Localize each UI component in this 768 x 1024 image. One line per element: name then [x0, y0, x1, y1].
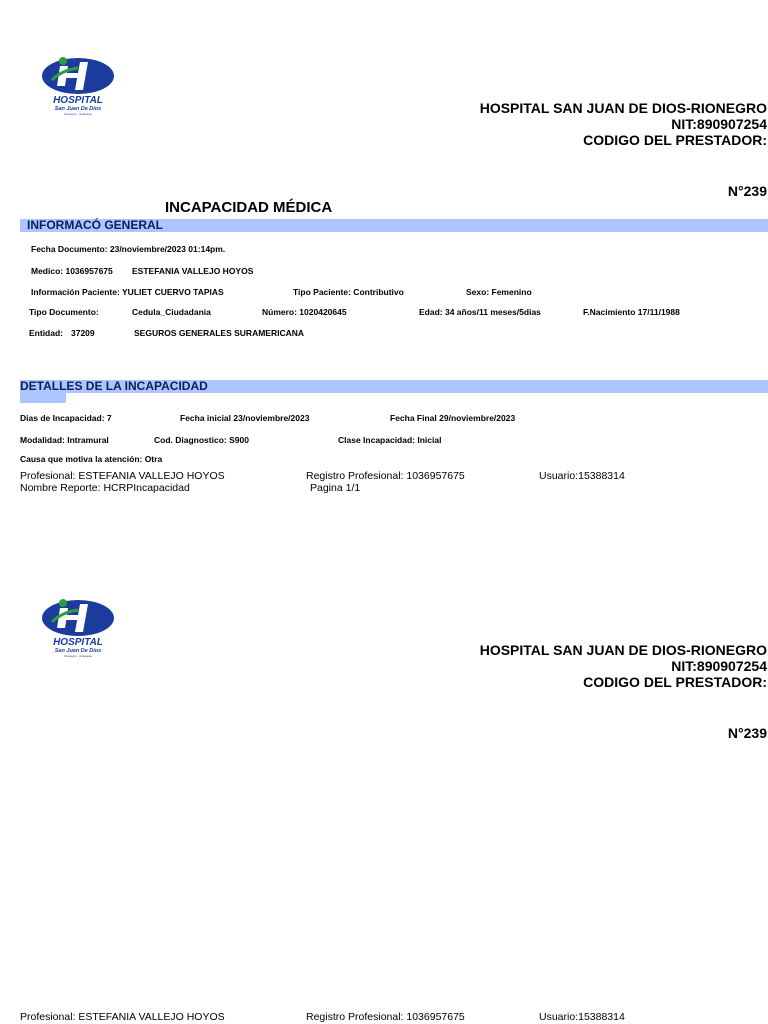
- cod-diagnostico: Cod. Diagnostico: S900: [154, 435, 249, 445]
- causa-atencion: Causa que motiva la atención: Otra: [20, 454, 163, 464]
- footer-nombre-reporte: Nombre Reporte: HCRPIncapacidad: [20, 482, 190, 494]
- footer-usuario: Usuario:15388314: [539, 470, 625, 482]
- logo-text-sub: San Juan De Dios: [54, 648, 102, 654]
- footer-registro: Registro Profesional: 1036957675: [306, 470, 465, 482]
- hospital-name: HOSPITAL SAN JUAN DE DIOS-RIONEGRO: [479, 642, 767, 658]
- fecha-nacimiento: F.Nacimiento 17/11/1988: [583, 307, 680, 317]
- footer-profesional: Profesional: ESTEFANIA VALLEJO HOYOS: [20, 470, 225, 482]
- logo-text-main: HOSPITAL: [53, 95, 103, 106]
- medico-id: Medico: 1036957675: [31, 266, 113, 276]
- detalles-band-tail: [20, 393, 66, 403]
- footer-profesional: Profesional: ESTEFANIA VALLEJO HOYOS: [20, 1011, 225, 1023]
- nit: NIT:890907254: [671, 658, 767, 674]
- fecha-documento: Fecha Documento: 23/noviembre/2023 01:14pm.: [31, 244, 226, 254]
- info-paciente: Información Paciente: YULIET CUERVO TAPIAS: [31, 287, 224, 297]
- footer-usuario: Usuario:15388314: [539, 1011, 625, 1023]
- entidad-name: SEGUROS GENERALES SURAMERICANA: [134, 328, 305, 338]
- document-number: N°239: [727, 183, 767, 199]
- logo-text-small: Rionegro · Antioquia: [64, 654, 92, 658]
- entidad-label: Entidad:: [29, 328, 63, 338]
- dias-incapacidad: Dias de Incapacidad: 7: [20, 413, 112, 423]
- hospital-logo: [38, 54, 118, 116]
- codigo-prestador: CODIGO DEL PRESTADOR:: [583, 132, 767, 148]
- entidad-code: 37209: [71, 328, 95, 338]
- logo-text-main: HOSPITAL: [53, 637, 103, 648]
- tipo-paciente: Tipo Paciente: Contributivo: [293, 287, 404, 297]
- general-section-label: INFORMACÓ GENERAL: [27, 218, 163, 232]
- detalles-section-label: DETALLES DE LA INCAPACIDAD: [20, 379, 208, 393]
- header-block: [480, 100, 767, 148]
- nit: NIT:890907254: [671, 116, 767, 132]
- fecha-final: Fecha Final 29/noviembre/2023: [390, 413, 516, 423]
- header-block: [480, 642, 767, 690]
- footer-registro: Registro Profesional: 1036957675: [306, 1011, 465, 1023]
- medico-name: ESTEFANIA VALLEJO HOYOS: [132, 266, 254, 276]
- logo-text-small: Rionegro · Antioquia: [64, 112, 92, 116]
- hospital-logo: [38, 596, 118, 658]
- tipo-documento-value: Cedula_Ciudadania: [132, 307, 211, 317]
- codigo-prestador: CODIGO DEL PRESTADOR:: [583, 674, 767, 690]
- numero-documento: Número: 1020420645: [262, 307, 347, 317]
- edad: Edad: 34 años/11 meses/5dias: [419, 307, 541, 317]
- document-number: N°239: [727, 725, 767, 741]
- sexo: Sexo: Femenino: [466, 287, 532, 297]
- modalidad: Modalidad: Intramural: [20, 435, 109, 445]
- fecha-inicial: Fecha inicial 23/noviembre/2023: [180, 413, 310, 423]
- clase-incapacidad: Clase Incapacidad: Inicial: [338, 435, 442, 445]
- logo-text-sub: San Juan De Dios: [54, 106, 102, 112]
- tipo-documento-label: Tipo Documento:: [29, 307, 99, 317]
- footer-pagina: Pagina 1/1: [310, 482, 361, 494]
- page-title: INCAPACIDAD MÉDICA: [165, 199, 333, 216]
- hospital-name: HOSPITAL SAN JUAN DE DIOS-RIONEGRO: [479, 100, 767, 116]
